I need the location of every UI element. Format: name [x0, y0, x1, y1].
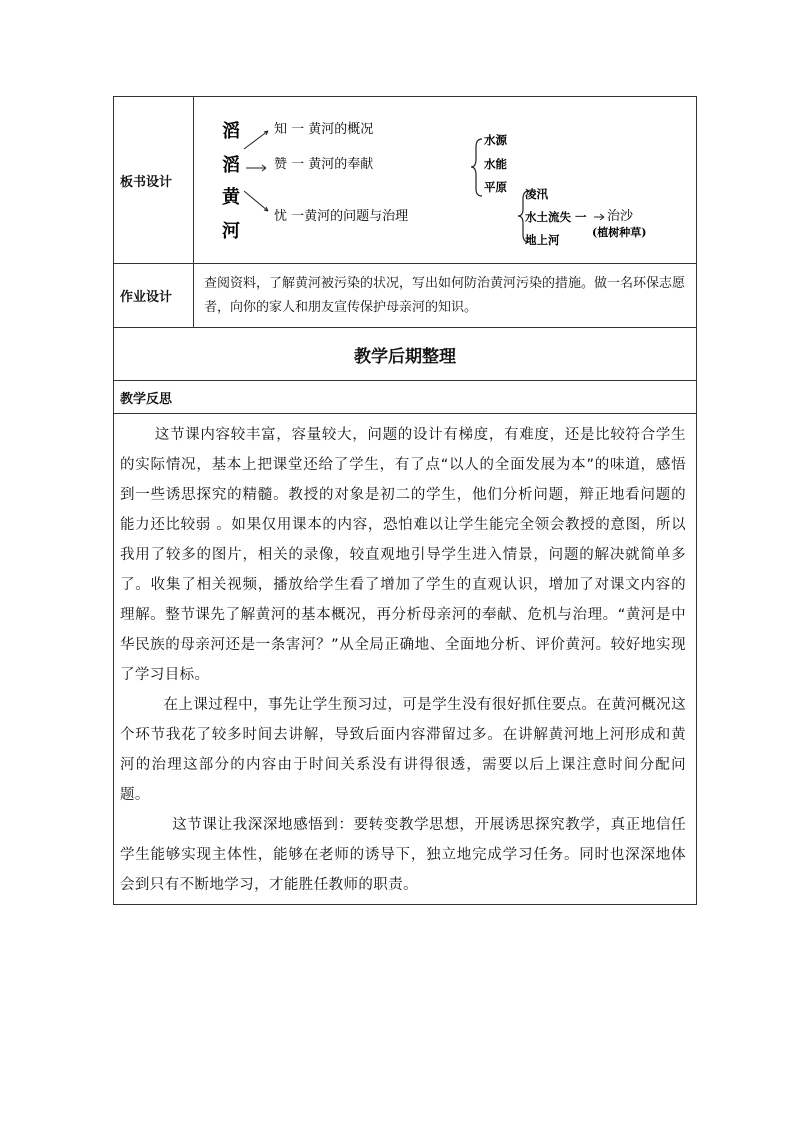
lesson-plan-sheet — [113, 96, 696, 905]
reflection-paragraph: 这节课让我深深地感悟到：要转变教学思想，开展诱思探究教学，真正地信任学生能够实现主体性，能够在老师的诱导下，独立地完成学习任务。同时也深深地体会到只有不断地学习，才能胜任教师的职责。 — [120, 817, 686, 893]
board-design-row — [114, 97, 697, 264]
homework-text: 查阅资料，了解黄河被污染的状况，写出如何防治黄河污染的措施。做一名环保志愿者，向你的家人和朋友宣传保护母亲河的知识。 — [194, 264, 697, 328]
branch-problems: 忧 一黄河的问题与治理 — [274, 209, 409, 224]
contribution-item: 水源 — [484, 133, 507, 147]
reflection-label-row — [114, 381, 697, 414]
reflection-body-row — [114, 414, 697, 905]
treatment-label: 治沙 — [607, 209, 634, 224]
title-char: 黄 — [222, 187, 240, 208]
lesson-plan-table — [113, 96, 697, 905]
title-char: 滔 — [222, 155, 240, 176]
problem-item: 地上河 — [525, 233, 560, 247]
contribution-item: 平原 — [484, 180, 507, 194]
branch-overview: 知 一 黄河的概况 — [274, 122, 374, 137]
title-char: 滔 — [222, 121, 240, 142]
contribution-brace — [471, 139, 482, 196]
treatment-arrow — [594, 214, 604, 220]
reflection-paragraph: 在上课过程中，事先让学生预习过，可是学生没有很好抓住要点。在黄河概况这个环节我花了较多时间去讲解，导致后面内容滞留过多。在讲解黄河地上河形成和黄河的治理这部分的内容由于时间关系没有讲得很透，需要以后上课注意时间分配问题。 — [120, 697, 686, 803]
problem-item: 水土流失 一 — [525, 210, 587, 224]
post-section-title: 教学后期整理 — [114, 328, 697, 381]
board-diagram — [194, 97, 697, 263]
problem-item: 凌汛 — [525, 187, 548, 201]
contribution-item: 水能 — [484, 157, 507, 171]
homework-row — [114, 264, 697, 328]
title-char: 河 — [222, 221, 240, 242]
board-design-label: 板书设计 — [114, 97, 194, 264]
branch-contribution: 赞 一 黄河的奉献 — [274, 157, 374, 172]
reflection-label: 教学反思 — [114, 381, 697, 414]
reflection-paragraph: 这节课内容较丰富，容量较大，问题的设计有梯度，有难度，还是比较符合学生的实际情况，基本上把课堂还给了学生，有了点“以人的全面发展为本”的味道，感悟到一些诱思探究的精髓。教授的对象是初二的学生，他们分析问题，辩正地看问题的能力还比较弱 。如果仅用课本的内容，恐怕难以让学生能完全领会教授的意图，所以我用了较多的图片，相关的录像，较直观地引导学生进入情景，问题的解决就简单多了。收集了相关视频，播放给学生看了增加了学生的直观认识，增加了对课文内容的理解。整节课先了解黄河的基本概况，再分析母亲河的奉献、危机与治理。“黄河是中华民族的母亲河还是一条害河？”从全局正确地、全面地分析、评价黄河。较好地实现了学习目标。 — [120, 427, 686, 683]
board-design-content — [194, 97, 697, 264]
reflection-body — [114, 414, 697, 905]
treatment-note: (植树种草) — [592, 226, 647, 239]
post-title-row — [114, 328, 697, 381]
homework-label: 作业设计 — [114, 264, 194, 328]
branch-arrows — [244, 131, 268, 211]
